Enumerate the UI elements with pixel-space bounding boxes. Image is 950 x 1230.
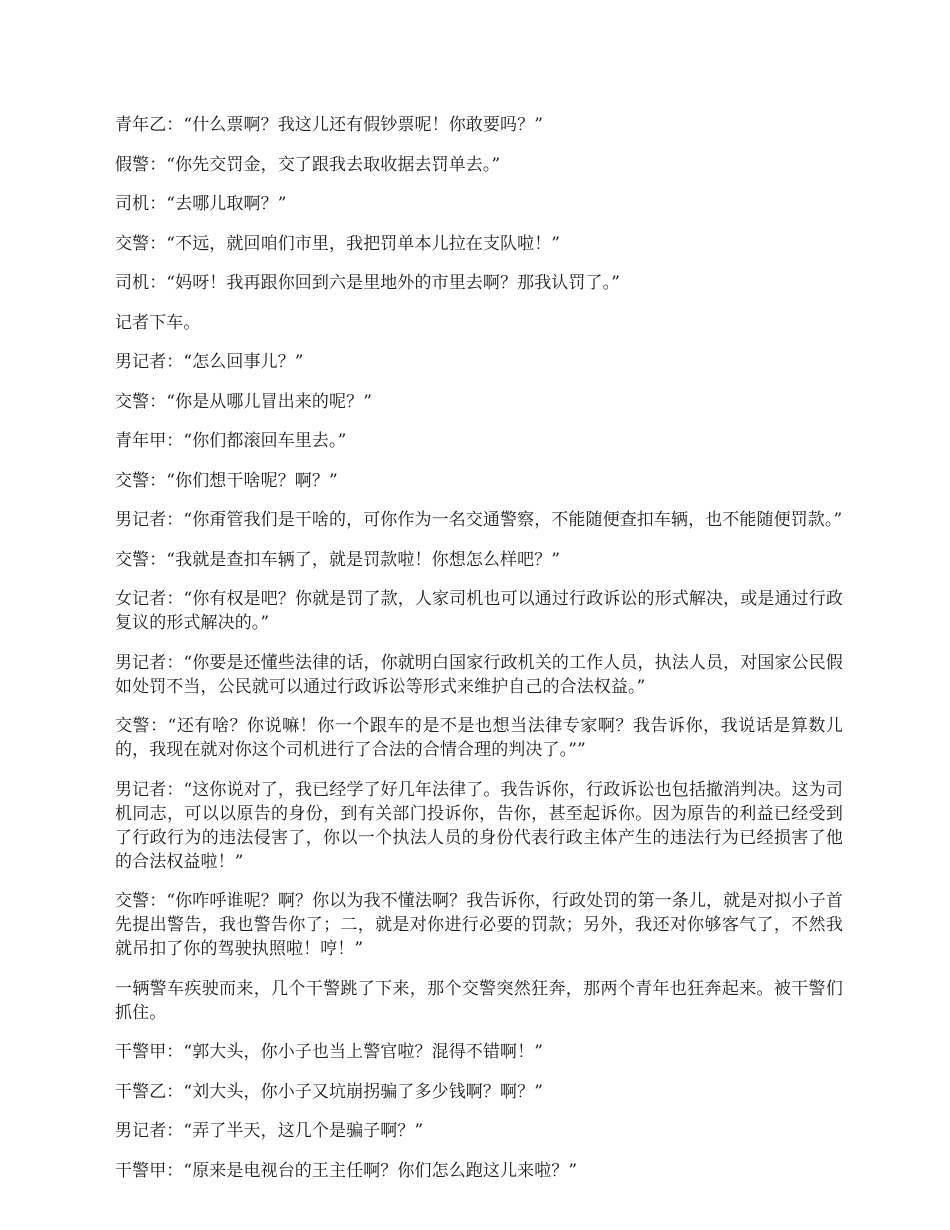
paragraph: 交警：“还有啥？你说嘛！你一个跟车的是不是也想当法律专家啊？我告诉你，我说话是算数儿的，我现在就对你这个司机进行了合法的合情合理的判决了。””: [115, 716, 843, 760]
paragraph: 干警甲：“郭大头，你小子也当上警官啦？混得不错啊！”: [115, 1042, 543, 1062]
paragraph: 干警乙：“刘大头，你小子又坑崩拐骗了多少钱啊？啊？”: [115, 1081, 543, 1102]
paragraph: 交警：“你是从哪儿冒出来的呢？”: [115, 391, 372, 412]
paragraph: 男记者：“怎么回事儿？”: [115, 352, 304, 372]
document-body: [115, 113, 843, 1198]
paragraph: 男记者：“你甭管我们是干啥的，可你作为一名交通警察，不能随便查扣车辆，也不能随便罚款。”: [115, 510, 843, 530]
paragraph: 青年乙：“什么票啊？我这儿还有假钞票呢！你敢要吗？”: [115, 115, 543, 135]
paragraph: 记者下车。: [115, 312, 201, 333]
paragraph: 交警：“我就是查扣车辆了，就是罚款啦！你想怎么样吧？”: [115, 549, 561, 570]
paragraph: 干警甲：“原来是电视台的王主任啊？你们怎么跑这儿来啦？”: [115, 1160, 578, 1181]
paragraph: 青年甲：“你们都滚回车里去。”: [115, 431, 347, 451]
paragraph: 男记者：“你要是还懂些法律的话，你就明白国家行政机关的工作人员，执法人员，对国家公民假如处罚不当，公民就可以通过行政诉讼等形式来维护自己的合法权益。”: [115, 652, 843, 697]
paragraph: 假警：“你先交罚金，交了跟我去取收据去罚单去。”: [115, 154, 501, 175]
paragraph: 交警：“你咋呼谁呢？啊？你以为我不懂法啊？我告诉你，行政处罚的第一条儿，就是对拟小子首先提出警告，我也警告你了；二，就是对你进行必要的罚款；另外，我还对你够客气了，不然我就吊扣了你的驾驶执照啦！哼！”: [115, 891, 843, 959]
paragraph: 交警：“不远，就回咱们市里，我把罚单本儿拉在支队啦！”: [115, 233, 561, 254]
paragraph: 交警：“你们想干啥呢？啊？”: [115, 470, 338, 491]
paragraph: 男记者：“这你说对了，我已经学了好几年法律了。我告诉你，行政诉讼也包括撤消判决。这为司机同志，可以以原告的身份，到有关部门投诉你，告你，甚至起诉你。因为原告的利益已经受到了行政行为的违法侵害了，你以一个执法人员的身份代表行政主体产生的违法行为已经损害了他的合法权益啦！”: [115, 779, 843, 872]
paragraph: 司机：“去哪儿取啊？”: [115, 194, 287, 214]
paragraph: 一辆警车疾驶而来，几个干警跳了下来，那个交警突然狂奔，那两个青年也狂奔起来。被干警们抓住。: [115, 978, 843, 1023]
paragraph: 司机：“妈呀！我再跟你回到六是里地外的市里去啊？那我认罚了。”: [115, 273, 620, 293]
paragraph: 男记者：“弄了半天，这几个是骗子啊？”: [115, 1121, 424, 1141]
paragraph: 女记者：“你有权是吧？你就是罚了款，人家司机也可以通过行政诉讼的形式解决，或是通过行政复议的形式解决的。”: [115, 589, 843, 633]
